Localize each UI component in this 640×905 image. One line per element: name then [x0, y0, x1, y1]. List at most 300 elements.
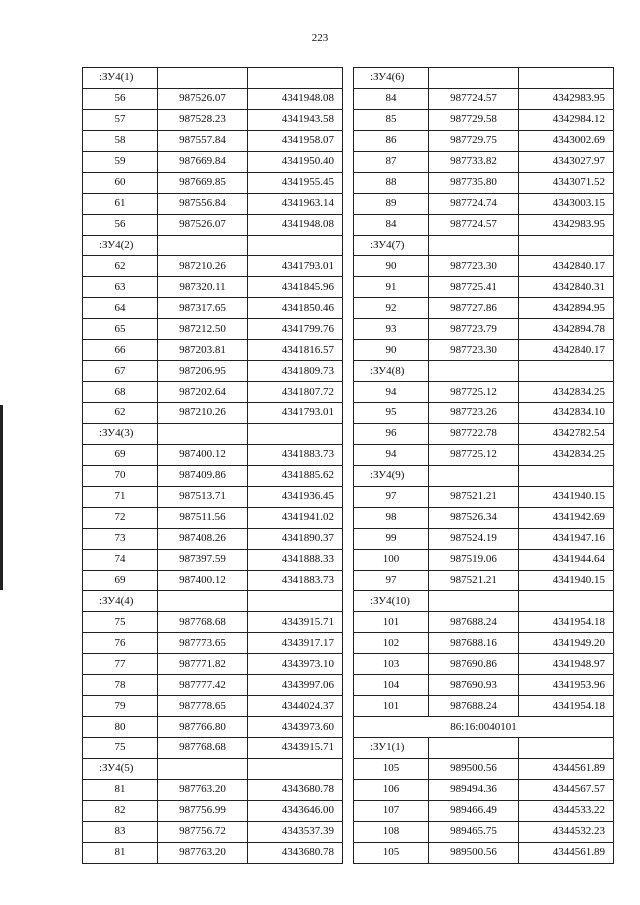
table-row [83, 88, 343, 109]
point-number: 72 [83, 507, 158, 528]
parcel-header-row [354, 68, 614, 89]
y-coordinate: 4341793.01 [248, 403, 343, 424]
y-coordinate: 4343680.78 [248, 842, 343, 863]
empty-cell [429, 465, 519, 486]
empty-cell [429, 361, 519, 382]
y-coordinate: 4341816.57 [248, 340, 343, 361]
empty-cell [519, 465, 614, 486]
point-number: 75 [83, 612, 158, 633]
y-coordinate: 4343680.78 [248, 779, 343, 800]
table-row [354, 130, 614, 151]
x-coordinate: 987725.12 [429, 382, 519, 403]
table-row [354, 109, 614, 130]
empty-cell [519, 738, 614, 759]
parcel-header-row [354, 361, 614, 382]
point-number: 107 [354, 800, 429, 821]
point-number: 78 [83, 675, 158, 696]
point-number: 89 [354, 193, 429, 214]
x-coordinate: 987669.85 [158, 172, 248, 193]
point-number: 88 [354, 172, 429, 193]
table-row [354, 549, 614, 570]
y-coordinate: 4343915.71 [248, 738, 343, 759]
point-number: 86 [354, 130, 429, 151]
point-number: 106 [354, 779, 429, 800]
x-coordinate: 987408.26 [158, 528, 248, 549]
y-coordinate: 4341807.72 [248, 382, 343, 403]
point-number: 62 [83, 256, 158, 277]
y-coordinate: 4341944.64 [519, 549, 614, 570]
parcel-header-row [354, 465, 614, 486]
parcel-label: :ЗУ4(9) [354, 465, 429, 486]
point-number: 94 [354, 382, 429, 403]
x-coordinate: 987756.72 [158, 821, 248, 842]
table-row [354, 151, 614, 172]
y-coordinate: 4341793.01 [248, 256, 343, 277]
point-number: 96 [354, 423, 429, 444]
y-coordinate: 4341890.37 [248, 528, 343, 549]
y-coordinate: 4342782.54 [519, 423, 614, 444]
table-row [354, 696, 614, 717]
parcel-header-row [354, 235, 614, 256]
point-number: 81 [83, 779, 158, 800]
point-number: 76 [83, 633, 158, 654]
point-number: 101 [354, 612, 429, 633]
table-row [354, 256, 614, 277]
point-number: 105 [354, 842, 429, 863]
x-coordinate: 987690.86 [429, 654, 519, 675]
point-number: 64 [83, 298, 158, 319]
parcel-label: :ЗУ4(8) [354, 361, 429, 382]
y-coordinate: 4341883.73 [248, 444, 343, 465]
point-number: 58 [83, 130, 158, 151]
x-coordinate: 987556.84 [158, 193, 248, 214]
point-number: 68 [83, 382, 158, 403]
parcel-label: :ЗУ4(3) [83, 423, 158, 444]
scan-edge-mark [0, 405, 3, 590]
point-number: 59 [83, 151, 158, 172]
parcel-header-row [83, 423, 343, 444]
x-coordinate: 987210.26 [158, 256, 248, 277]
y-coordinate: 4341948.08 [248, 214, 343, 235]
x-coordinate: 987203.81 [158, 340, 248, 361]
table-row [83, 444, 343, 465]
x-coordinate: 987723.30 [429, 340, 519, 361]
x-coordinate: 987690.93 [429, 675, 519, 696]
point-number: 83 [83, 821, 158, 842]
x-coordinate: 987766.80 [158, 717, 248, 738]
table-row [354, 758, 614, 779]
right-coordinates-table [353, 67, 614, 864]
x-coordinate: 987317.65 [158, 298, 248, 319]
x-coordinate: 987557.84 [158, 130, 248, 151]
x-coordinate: 987526.07 [158, 214, 248, 235]
parcel-label: :ЗУ4(10) [354, 591, 429, 612]
y-coordinate: 4343997.06 [248, 675, 343, 696]
parcel-label: :ЗУ4(5) [83, 758, 158, 779]
cadastral-block-number: 86:16:0040101 [354, 717, 614, 738]
x-coordinate: 987409.86 [158, 465, 248, 486]
table-row [354, 842, 614, 863]
y-coordinate: 4344533.22 [519, 800, 614, 821]
x-coordinate: 987526.07 [158, 88, 248, 109]
point-number: 93 [354, 319, 429, 340]
y-coordinate: 4341948.97 [519, 654, 614, 675]
y-coordinate: 4341888.33 [248, 549, 343, 570]
y-coordinate: 4343973.60 [248, 717, 343, 738]
y-coordinate: 4342984.12 [519, 109, 614, 130]
table-row [354, 319, 614, 340]
table-row [83, 340, 343, 361]
y-coordinate: 4341955.45 [248, 172, 343, 193]
table-row [83, 549, 343, 570]
table-row [354, 88, 614, 109]
point-number: 84 [354, 214, 429, 235]
table-row [354, 423, 614, 444]
table-row [83, 172, 343, 193]
point-number: 65 [83, 319, 158, 340]
x-coordinate: 987320.11 [158, 277, 248, 298]
table-row [83, 654, 343, 675]
table-row [354, 444, 614, 465]
table-row [83, 738, 343, 759]
parcel-label: :ЗУ4(4) [83, 591, 158, 612]
point-number: 77 [83, 654, 158, 675]
y-coordinate: 4342840.17 [519, 340, 614, 361]
y-coordinate: 4341963.14 [248, 193, 343, 214]
point-number: 67 [83, 361, 158, 382]
empty-cell [519, 235, 614, 256]
table-row [354, 298, 614, 319]
empty-cell [158, 423, 248, 444]
point-number: 95 [354, 403, 429, 424]
parcel-header-row [354, 738, 614, 759]
x-coordinate: 987723.79 [429, 319, 519, 340]
parcel-header-row [83, 235, 343, 256]
x-coordinate: 987688.16 [429, 633, 519, 654]
x-coordinate: 987206.95 [158, 361, 248, 382]
y-coordinate: 4344532.23 [519, 821, 614, 842]
table-row [354, 570, 614, 591]
table-row [354, 277, 614, 298]
x-coordinate: 987519.06 [429, 549, 519, 570]
x-coordinate: 989500.56 [429, 842, 519, 863]
table-row [354, 486, 614, 507]
x-coordinate: 987528.23 [158, 109, 248, 130]
point-number: 103 [354, 654, 429, 675]
x-coordinate: 987768.68 [158, 612, 248, 633]
x-coordinate: 987771.82 [158, 654, 248, 675]
table-row [83, 465, 343, 486]
y-coordinate: 4342840.31 [519, 277, 614, 298]
point-number: 85 [354, 109, 429, 130]
point-number: 80 [83, 717, 158, 738]
y-coordinate: 4342834.10 [519, 403, 614, 424]
x-coordinate: 987723.30 [429, 256, 519, 277]
table-row [83, 214, 343, 235]
table-row [354, 654, 614, 675]
empty-cell [519, 591, 614, 612]
empty-cell [429, 68, 519, 89]
y-coordinate: 4343973.10 [248, 654, 343, 675]
table-row [354, 403, 614, 424]
point-number: 104 [354, 675, 429, 696]
table-row [83, 403, 343, 424]
y-coordinate: 4343003.15 [519, 193, 614, 214]
table-row [83, 319, 343, 340]
left-coordinates-table [82, 67, 343, 864]
x-coordinate: 987724.57 [429, 88, 519, 109]
empty-cell [248, 591, 343, 612]
empty-cell [248, 235, 343, 256]
table-row [354, 675, 614, 696]
y-coordinate: 4344561.89 [519, 842, 614, 863]
table-row [83, 193, 343, 214]
x-coordinate: 987723.26 [429, 403, 519, 424]
empty-cell [248, 68, 343, 89]
table-row [83, 696, 343, 717]
point-number: 63 [83, 277, 158, 298]
y-coordinate: 4341941.02 [248, 507, 343, 528]
y-coordinate: 4341953.96 [519, 675, 614, 696]
y-coordinate: 4341954.18 [519, 612, 614, 633]
y-coordinate: 4343917.17 [248, 633, 343, 654]
table-row [83, 298, 343, 319]
page-number: 223 [311, 32, 329, 44]
y-coordinate: 4342894.78 [519, 319, 614, 340]
point-number: 75 [83, 738, 158, 759]
x-coordinate: 987768.68 [158, 738, 248, 759]
parcel-label: :ЗУ4(7) [354, 235, 429, 256]
table-row [354, 821, 614, 842]
y-coordinate: 4344567.57 [519, 779, 614, 800]
x-coordinate: 987521.21 [429, 486, 519, 507]
x-coordinate: 987400.12 [158, 570, 248, 591]
table-row [83, 570, 343, 591]
x-coordinate: 987722.78 [429, 423, 519, 444]
point-number: 100 [354, 549, 429, 570]
point-number: 69 [83, 570, 158, 591]
point-number: 105 [354, 758, 429, 779]
point-number: 61 [83, 193, 158, 214]
y-coordinate: 4343002.69 [519, 130, 614, 151]
y-coordinate: 4341940.15 [519, 570, 614, 591]
x-coordinate: 987727.86 [429, 298, 519, 319]
parcel-header-row [83, 591, 343, 612]
x-coordinate: 989494.36 [429, 779, 519, 800]
x-coordinate: 987778.65 [158, 696, 248, 717]
cadastral-block-row [354, 717, 614, 738]
x-coordinate: 987397.59 [158, 549, 248, 570]
y-coordinate: 4341845.96 [248, 277, 343, 298]
empty-cell [429, 591, 519, 612]
y-coordinate: 4342834.25 [519, 444, 614, 465]
x-coordinate: 987724.57 [429, 214, 519, 235]
y-coordinate: 4341950.40 [248, 151, 343, 172]
table-row [354, 528, 614, 549]
x-coordinate: 987725.41 [429, 277, 519, 298]
table-row [83, 277, 343, 298]
x-coordinate: 989466.49 [429, 800, 519, 821]
empty-cell [158, 758, 248, 779]
table-row [83, 382, 343, 403]
empty-cell [248, 423, 343, 444]
point-number: 84 [354, 88, 429, 109]
y-coordinate: 4341885.62 [248, 465, 343, 486]
x-coordinate: 989500.56 [429, 758, 519, 779]
y-coordinate: 4341936.45 [248, 486, 343, 507]
table-row [83, 800, 343, 821]
table-row [83, 256, 343, 277]
x-coordinate: 987756.99 [158, 800, 248, 821]
x-coordinate: 987724.74 [429, 193, 519, 214]
table-row [354, 172, 614, 193]
x-coordinate: 987202.64 [158, 382, 248, 403]
point-number: 66 [83, 340, 158, 361]
table-row [354, 779, 614, 800]
point-number: 91 [354, 277, 429, 298]
table-row [83, 717, 343, 738]
table-row [83, 779, 343, 800]
x-coordinate: 987735.80 [429, 172, 519, 193]
x-coordinate: 987729.58 [429, 109, 519, 130]
table-row [354, 214, 614, 235]
y-coordinate: 4343915.71 [248, 612, 343, 633]
x-coordinate: 987521.21 [429, 570, 519, 591]
parcel-label: :ЗУ4(2) [83, 235, 158, 256]
empty-cell [158, 235, 248, 256]
x-coordinate: 987511.56 [158, 507, 248, 528]
y-coordinate: 4343071.52 [519, 172, 614, 193]
table-row [83, 130, 343, 151]
x-coordinate: 989465.75 [429, 821, 519, 842]
y-coordinate: 4341942.69 [519, 507, 614, 528]
y-coordinate: 4342834.25 [519, 382, 614, 403]
parcel-header-row [83, 758, 343, 779]
x-coordinate: 987688.24 [429, 612, 519, 633]
table-row [354, 507, 614, 528]
y-coordinate: 4344561.89 [519, 758, 614, 779]
x-coordinate: 987524.19 [429, 528, 519, 549]
table-row [83, 842, 343, 863]
parcel-header-row [83, 68, 343, 89]
table-row [83, 821, 343, 842]
table-row [83, 109, 343, 130]
table-row [354, 340, 614, 361]
table-row [354, 612, 614, 633]
empty-cell [158, 68, 248, 89]
empty-cell [429, 738, 519, 759]
x-coordinate: 987773.65 [158, 633, 248, 654]
empty-cell [158, 591, 248, 612]
y-coordinate: 4342983.95 [519, 88, 614, 109]
table-row [83, 528, 343, 549]
y-coordinate: 4343537.39 [248, 821, 343, 842]
point-number: 87 [354, 151, 429, 172]
point-number: 81 [83, 842, 158, 863]
parcel-label: :ЗУ4(6) [354, 68, 429, 89]
y-coordinate: 4344024.37 [248, 696, 343, 717]
y-coordinate: 4342983.95 [519, 214, 614, 235]
table-row [83, 612, 343, 633]
empty-cell [248, 758, 343, 779]
x-coordinate: 987212.50 [158, 319, 248, 340]
point-number: 97 [354, 570, 429, 591]
empty-cell [429, 235, 519, 256]
x-coordinate: 987513.71 [158, 486, 248, 507]
y-coordinate: 4341943.58 [248, 109, 343, 130]
parcel-label: :ЗУ1(1) [354, 738, 429, 759]
point-number: 90 [354, 340, 429, 361]
y-coordinate: 4341947.16 [519, 528, 614, 549]
point-number: 90 [354, 256, 429, 277]
y-coordinate: 4342840.17 [519, 256, 614, 277]
y-coordinate: 4342894.95 [519, 298, 614, 319]
table-row [83, 361, 343, 382]
y-coordinate: 4341799.76 [248, 319, 343, 340]
y-coordinate: 4341958.07 [248, 130, 343, 151]
y-coordinate: 4341883.73 [248, 570, 343, 591]
y-coordinate: 4341850.46 [248, 298, 343, 319]
y-coordinate: 4341949.20 [519, 633, 614, 654]
x-coordinate: 987725.12 [429, 444, 519, 465]
point-number: 60 [83, 172, 158, 193]
point-number: 62 [83, 403, 158, 424]
point-number: 92 [354, 298, 429, 319]
x-coordinate: 987688.24 [429, 696, 519, 717]
point-number: 69 [83, 444, 158, 465]
table-row [354, 633, 614, 654]
x-coordinate: 987763.20 [158, 779, 248, 800]
point-number: 70 [83, 465, 158, 486]
x-coordinate: 987669.84 [158, 151, 248, 172]
x-coordinate: 987526.34 [429, 507, 519, 528]
parcel-header-row [354, 591, 614, 612]
table-row [354, 800, 614, 821]
point-number: 56 [83, 214, 158, 235]
x-coordinate: 987777.42 [158, 675, 248, 696]
point-number: 57 [83, 109, 158, 130]
table-row [354, 382, 614, 403]
x-coordinate: 987729.75 [429, 130, 519, 151]
y-coordinate: 4343027.97 [519, 151, 614, 172]
table-row [83, 675, 343, 696]
point-number: 108 [354, 821, 429, 842]
point-number: 56 [83, 88, 158, 109]
point-number: 74 [83, 549, 158, 570]
point-number: 98 [354, 507, 429, 528]
point-number: 79 [83, 696, 158, 717]
x-coordinate: 987733.82 [429, 151, 519, 172]
point-number: 82 [83, 800, 158, 821]
x-coordinate: 987210.26 [158, 403, 248, 424]
table-row [354, 193, 614, 214]
parcel-label: :ЗУ4(1) [83, 68, 158, 89]
y-coordinate: 4341940.15 [519, 486, 614, 507]
point-number: 73 [83, 528, 158, 549]
point-number: 94 [354, 444, 429, 465]
table-row [83, 507, 343, 528]
y-coordinate: 4343646.00 [248, 800, 343, 821]
table-row [83, 151, 343, 172]
point-number: 101 [354, 696, 429, 717]
empty-cell [519, 68, 614, 89]
y-coordinate: 4341948.08 [248, 88, 343, 109]
point-number: 71 [83, 486, 158, 507]
x-coordinate: 987400.12 [158, 444, 248, 465]
y-coordinate: 4341809.73 [248, 361, 343, 382]
y-coordinate: 4341954.18 [519, 696, 614, 717]
empty-cell [519, 361, 614, 382]
